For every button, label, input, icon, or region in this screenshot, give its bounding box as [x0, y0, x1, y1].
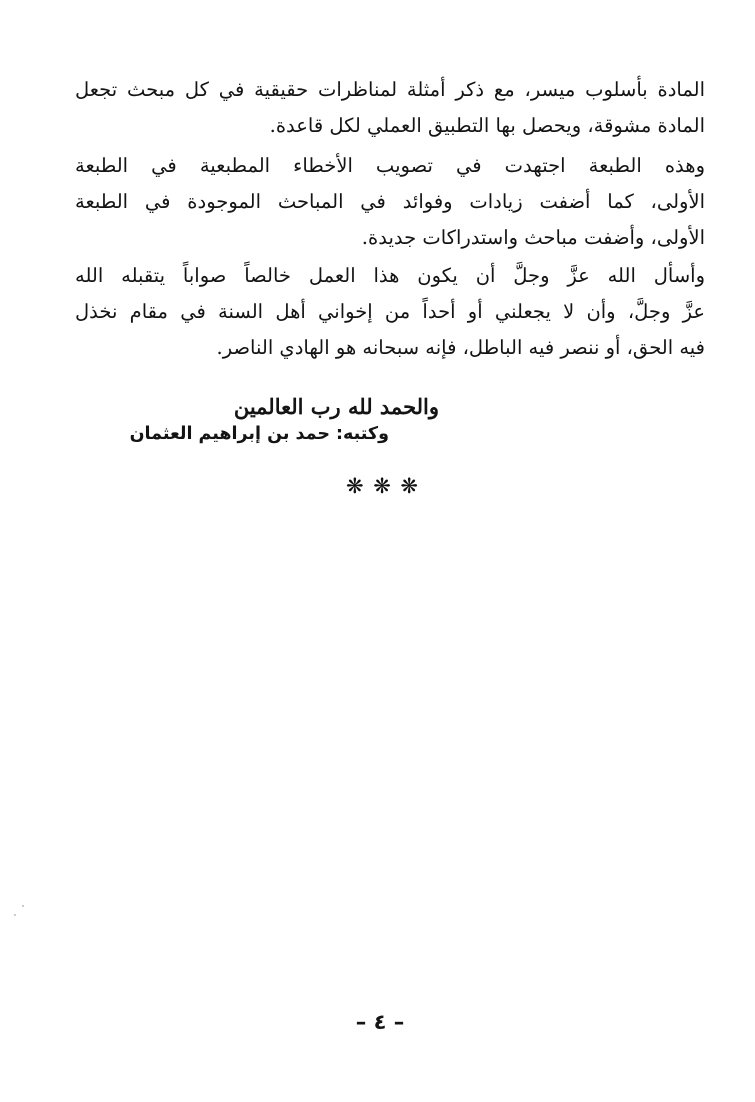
- page-number: – ٤ –: [355, 1010, 405, 1034]
- paragraph-method: [75, 72, 705, 144]
- scan-speck: [22, 905, 24, 907]
- section-ornament: [346, 474, 418, 498]
- closing-praise: والحمد لله رب العالمين: [233, 394, 439, 419]
- text-line: وأسأل الله عزَّ وجلَّ أن يكون هذا العمل خالصاً صواباً يتقبله الله: [75, 264, 705, 287]
- scan-speck: [14, 914, 16, 916]
- text-line: المادة مشوقة، ويحصل بها التطبيق العملي لكل قاعدة.: [269, 114, 705, 137]
- text-line: فيه الحق، أو ننصر فيه الباطل، فإنه سبحانه هو الهادي الناصر.: [216, 336, 705, 359]
- text-line: المادة بأسلوب ميسر، مع ذكر أمثلة لمناظرات حقيقية في كل مبحث تجعل: [75, 78, 705, 101]
- text-line: الأولى، وأضفت مباحث واستدراكات جديدة.: [361, 226, 705, 249]
- paragraph-edition: [75, 148, 705, 256]
- text-line: وهذه الطبعة اجتهدت في تصويب الأخطاء المطبعية في الطبعة: [75, 154, 705, 177]
- author-signature: وكتبه: حمد بن إبراهيم العثمان: [129, 424, 389, 444]
- flower-ornament-icon: ❋: [346, 474, 364, 498]
- paragraph-supplication: [75, 258, 705, 366]
- flower-ornament-icon: ❋: [400, 474, 418, 498]
- text-line: الأولى، كما أضفت زيادات وفوائد في المباحث الموجودة في الطبعة: [75, 190, 705, 213]
- flower-ornament-icon: ❋: [373, 474, 391, 498]
- text-line: عزَّ وجلَّ، وأن لا يجعلني أو أحداً من إخواني أهل السنة في مقام نخذل: [75, 300, 705, 323]
